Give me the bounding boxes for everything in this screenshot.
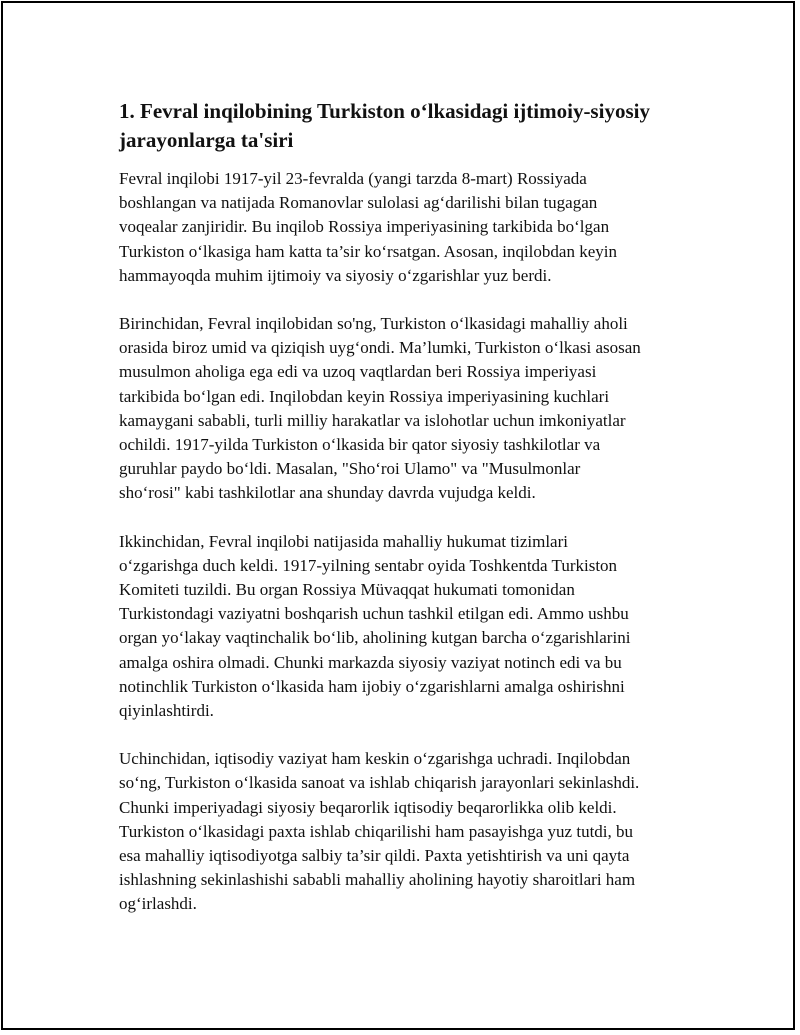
paragraph-line: Birinchidan, Fevral inqilobidan so'ng, Turkiston o‘lkasidagi mahalliy aholi: [119, 314, 628, 334]
paragraph-line: Turkistondagi vaziyatni boshqarish uchun tashkil etilgan edi. Ammo ushbu: [119, 604, 629, 624]
paragraph-line: kamaygani sababli, turli milliy harakatlar va islohotlar uchun imkoniyatlar: [119, 410, 626, 430]
paragraph-line: Turkiston o‘lkasidagi paxta ishlab chiqarilishi ham pasayishga yuz tutdi, bu: [119, 821, 634, 841]
paragraph-line: Turkiston o‘lkasiga ham katta ta’sir ko‘rsatgan. Asosan, inqilobdan keyin: [119, 241, 617, 261]
paragraph-line: og‘irlashdi.: [119, 894, 197, 914]
paragraph-line: musulmon aholiga ega edi va uzoq vaqtlardan beri Rossiya imperiyasi: [119, 362, 597, 382]
paragraph-line: sho‘rosi" kabi tashkilotlar ana shunday davrda vujudga keldi.: [119, 483, 536, 503]
paragraph-line: voqealar zanjiridir. Bu inqilob Rossiya imperiyasining tarkibida bo‘lgan: [119, 217, 610, 237]
section-title: [119, 97, 679, 155]
paragraph-line: Ikkinchidan, Fevral inqilobi natijasida mahalliy hukumat tizimlari: [119, 531, 568, 551]
paragraph-line: o‘zgarishga duch keldi. 1917-yilning sentabr oyida Toshkentda Turkiston: [119, 555, 618, 575]
paragraph-line: qiyinlashtirdi.: [119, 701, 214, 721]
paragraph-line: so‘ng, Turkiston o‘lkasida sanoat va ishlab chiqarish jarayonlari sekinlashdi.: [119, 773, 640, 793]
document-content: [119, 97, 679, 941]
paragraph-line: ishlashning sekinlashishi sababli mahalliy aholining hayotiy sharoitlari ham: [119, 870, 636, 890]
paragraph-line: ochildi. 1917-yilda Turkiston o‘lkasida bir qator siyosiy tashkilotlar va: [119, 435, 601, 455]
paragraph-line: Komiteti tuzildi. Bu organ Rossiya Müvaqqat hukumati tomonidan: [119, 580, 575, 600]
section-title-line: 1. Fevral inqilobining Turkiston o‘lkasidagi ijtimoiy-siyosiy: [119, 99, 650, 123]
page-frame: [1, 1, 795, 1030]
paragraph-line: hammayoqda muhim ijtimoiy va siyosiy o‘zgarishlar yuz berdi.: [119, 265, 552, 285]
paragraph-line: Fevral inqilobi 1917-yil 23-fevralda (yangi tarzda 8-mart) Rossiyada: [119, 169, 587, 188]
paragraph-third-point: [119, 747, 679, 916]
paragraph-line: boshlangan va natijada Romanovlar sulolasi ag‘darilishi bilan tugagan: [119, 193, 598, 213]
paragraph-second-point: [119, 530, 679, 724]
paragraph-line: guruhlar paydo bo‘ldi. Masalan, "Sho‘roi Ulamo" va "Musulmonlar: [119, 459, 581, 479]
paragraph-line: Uchinchidan, iqtisodiy vaziyat ham keskin o‘zgarishga uchradi. Inqilobdan: [119, 749, 631, 769]
paragraph-line: esa mahalliy iqtisodiyotga salbiy ta’sir qildi. Paxta yetishtirish va uni qayta: [119, 846, 630, 866]
paragraph-line: amalga oshira olmadi. Chunki markazda siyosiy vaziyat notinch edi va bu: [119, 652, 622, 672]
section-title-line: jarayonlarga ta'siri: [119, 128, 294, 152]
paragraph-line: Chunki imperiyadagi siyosiy beqarorlik iqtisodiy beqarorlikka olib keldi.: [119, 797, 617, 817]
paragraph-line: notinchlik Turkiston o‘lkasida ham ijobiy o‘zgarishlarni amalga oshirishni: [119, 676, 625, 696]
paragraph-intro: [119, 167, 679, 288]
paragraph-line: orasida biroz umid va qiziqish uyg‘ondi. Ma’lumki, Turkiston o‘lkasi asosan: [119, 338, 641, 358]
paragraph-line: tarkibida bo‘lgan edi. Inqilobdan keyin Rossiya imperiyasining kuchlari: [119, 386, 610, 406]
paragraph-first-point: [119, 312, 679, 506]
paragraph-line: organ yo‘lakay vaqtinchalik bo‘lib, aholining kutgan barcha o‘zgarishlarini: [119, 628, 631, 648]
